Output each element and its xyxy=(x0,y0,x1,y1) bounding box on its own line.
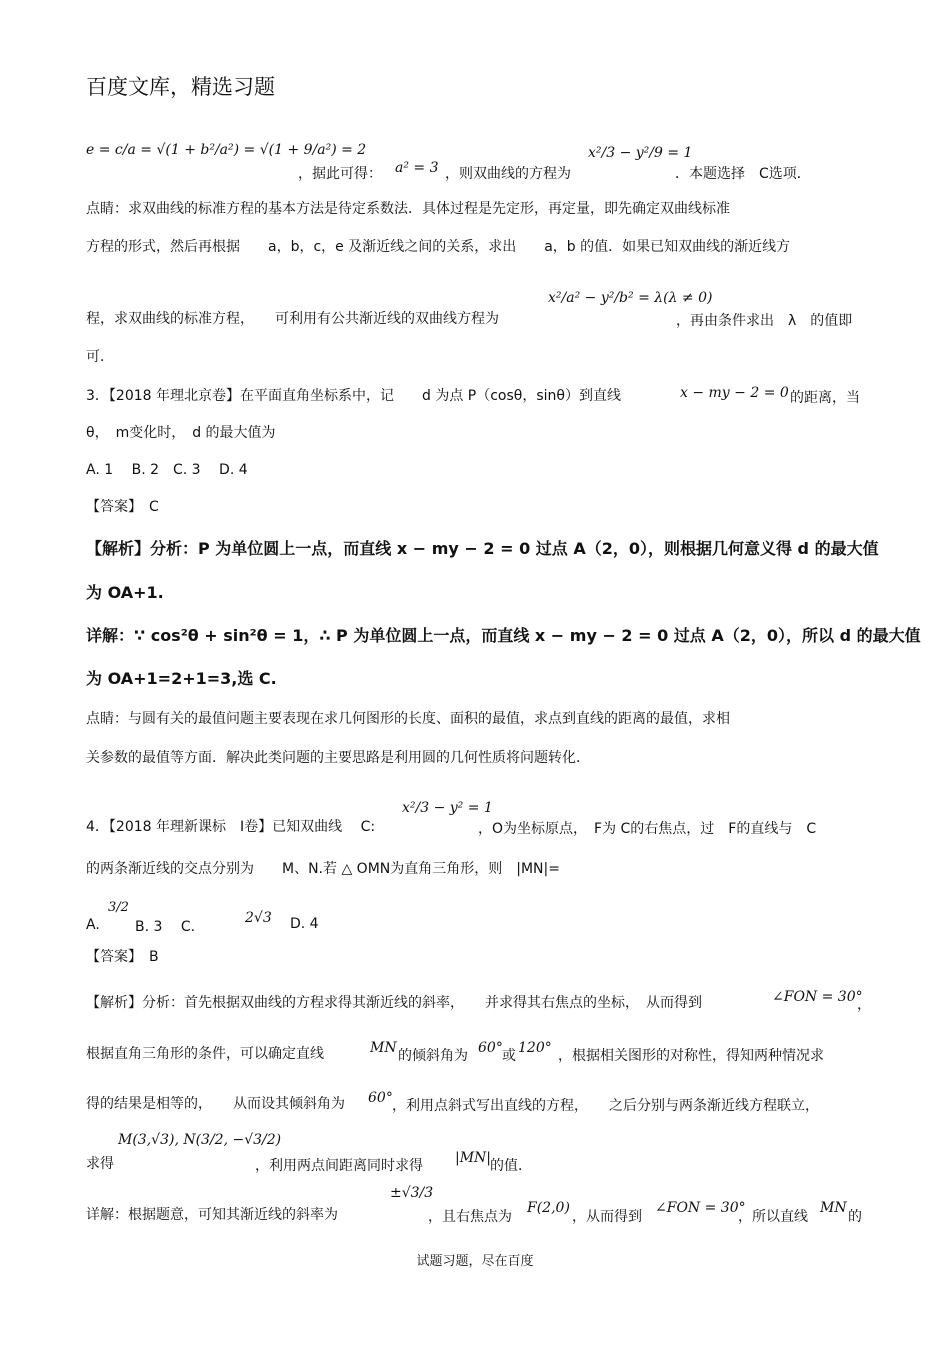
option-c-value: 2√3 xyxy=(245,910,272,926)
length-mn: |MN| xyxy=(455,1150,492,1166)
text-fragment: 的倾斜角为 xyxy=(398,1048,468,1064)
text-fragment: ，利用两点间距离同时求得 xyxy=(255,1158,423,1174)
question-4-analysis: 【解析】分析：首先根据双曲线的方程求得其渐近线的斜率， 并求得其右焦点的坐标， 从而得到 xyxy=(86,995,702,1011)
question-4-analysis-cont: 求得 xyxy=(86,1156,114,1172)
angle-60: 60° xyxy=(368,1090,393,1106)
hyperbola-equation: x²/3 − y²/9 = 1 xyxy=(588,145,693,161)
question-4-answer: 【答案】 B xyxy=(86,949,159,965)
text-fragment: ，据此可得： xyxy=(298,166,382,182)
text-fragment: ，则双曲线的方程为 xyxy=(445,166,571,182)
question-4-detail: 详解：根据题意，可知其渐近线的斜率为 xyxy=(86,1207,338,1223)
text-fragment: 的 xyxy=(848,1209,862,1225)
question-3-options: A. 1 B. 2 C. 3 D. 4 xyxy=(86,462,248,478)
text-fragment: ，O为坐标原点， F为 C的右焦点，过 F的直线与 C xyxy=(478,821,817,837)
segment-mn: MN xyxy=(820,1200,847,1216)
text-fragment: 的距离，当 xyxy=(790,390,860,406)
line-equation: x − my − 2 = 0 xyxy=(680,385,789,401)
question-3-analysis-cont: 为 OA+1. xyxy=(86,583,164,602)
question-3-note: 点睛：与圆有关的最值问题主要表现在求几何图形的长度、面积的最值，求点到直线的距离的最值，求相 xyxy=(86,711,730,727)
text-fragment: 或 xyxy=(502,1048,516,1064)
question-4-analysis-cont: 得的结果是相等的， 从而设其倾斜角为 xyxy=(86,1096,345,1112)
text-fragment: ，利用点斜式写出直线的方程， 之后分别与两条渐近线方程联立， xyxy=(392,1098,819,1114)
question-4-analysis-cont: 根据直角三角形的条件，可以确定直线 xyxy=(86,1046,324,1062)
question-3-stem-cont: θ， m变化时， d 的最大值为 xyxy=(86,425,276,441)
common-asymptote-equation: x²/a² − y²/b² = λ(λ ≠ 0) xyxy=(548,290,713,306)
question-3-stem: 3．【2018 年理北京卷】在平面直角坐标系中，记 d 为点 P（cosθ，sinθ）到直线 xyxy=(86,388,621,404)
question-4-stem-cont: 的两条渐近线的交点分别为 M、N.若 △ OMN为直角三角形，则 |MN|= xyxy=(86,861,560,877)
question-3-analysis: 【解析】分析：P 为单位圆上一点，而直线 x − my − 2 = 0 过点 A（2，0），则根据几何意义得 d 的最大值 xyxy=(86,539,879,558)
text-fragment: ，从而得到 xyxy=(572,1209,642,1225)
question-4-option-d: D. 4 xyxy=(290,916,319,932)
angle-fon: ∠FON = 30° xyxy=(772,989,863,1005)
focus-point: F(2,0) xyxy=(527,1200,570,1216)
text-fragment: ，再由条件求出 λ 的值即 xyxy=(676,313,853,329)
text-fragment: ，且右焦点为 xyxy=(428,1209,512,1225)
text-fragment: ， xyxy=(857,997,871,1013)
text-fragment: ，所以直线 xyxy=(738,1209,808,1225)
paragraph-line: 点睛：求双曲线的标准方程的基本方法是待定系数法．具体过程是先定形，再定量，即先确定双曲线标准 xyxy=(86,201,730,217)
text-fragment: 的值． xyxy=(490,1158,532,1174)
question-3-detail: 详解：∵ cos²θ + sin²θ = 1，∴ P 为单位圆上一点，而直线 x − my − 2 = 0 过点 A（2，0），所以 d 的最大值 xyxy=(86,626,921,645)
angle-60: 60° xyxy=(478,1040,503,1056)
paragraph-line: 方程的形式，然后再根据 a，b，c，e 及渐近线之间的关系，求出 a，b 的值．如果已知双曲线的渐近线方 xyxy=(86,239,791,255)
paragraph-line: 程，求双曲线的标准方程， 可利用有公共渐近线的双曲线方程为 xyxy=(86,311,499,327)
paragraph-line: 可． xyxy=(86,349,114,365)
text-fragment: ．本题选择 C选项． xyxy=(675,166,811,182)
page-header: 百度文库，精选习题 xyxy=(86,75,275,99)
question-4-option-a: A. xyxy=(86,917,100,933)
hyperbola-c-equation: x²/3 − y² = 1 xyxy=(402,800,493,816)
question-3-note-cont: 关参数的最值等方面．解决此类问题的主要思路是利用圆的几何性质将问题转化． xyxy=(86,750,590,766)
option-a-value: 3/2 xyxy=(108,900,129,915)
segment-mn: MN xyxy=(370,1040,397,1056)
eccentricity-equation: e = c/a = √(1 + b²/a²) = √(1 + 9/a²) = 2 xyxy=(86,142,367,158)
angle-120: 120° xyxy=(518,1040,552,1056)
angle-fon: ∠FON = 30° xyxy=(655,1200,746,1216)
question-3-answer: 【答案】 C xyxy=(86,499,159,515)
asymptote-slope: ±√3/3 xyxy=(390,1185,434,1201)
text-fragment: ，根据相关图形的对称性，得知两种情况求 xyxy=(558,1048,824,1064)
points-mn: M(3,√3), N(3/2, −√3/2) xyxy=(118,1132,282,1148)
question-3-detail-cont: 为 OA+1=2+1=3,选 C. xyxy=(86,669,277,688)
equation-a-squared: a² = 3 xyxy=(395,160,439,176)
question-4-stem: 4．【2018 年理新课标 Ⅰ卷】已知双曲线 C: xyxy=(86,819,376,835)
page-footer: 试题习题，尽在百度 xyxy=(416,1254,534,1269)
question-4-option-bc: B. 3 C. xyxy=(135,919,196,935)
